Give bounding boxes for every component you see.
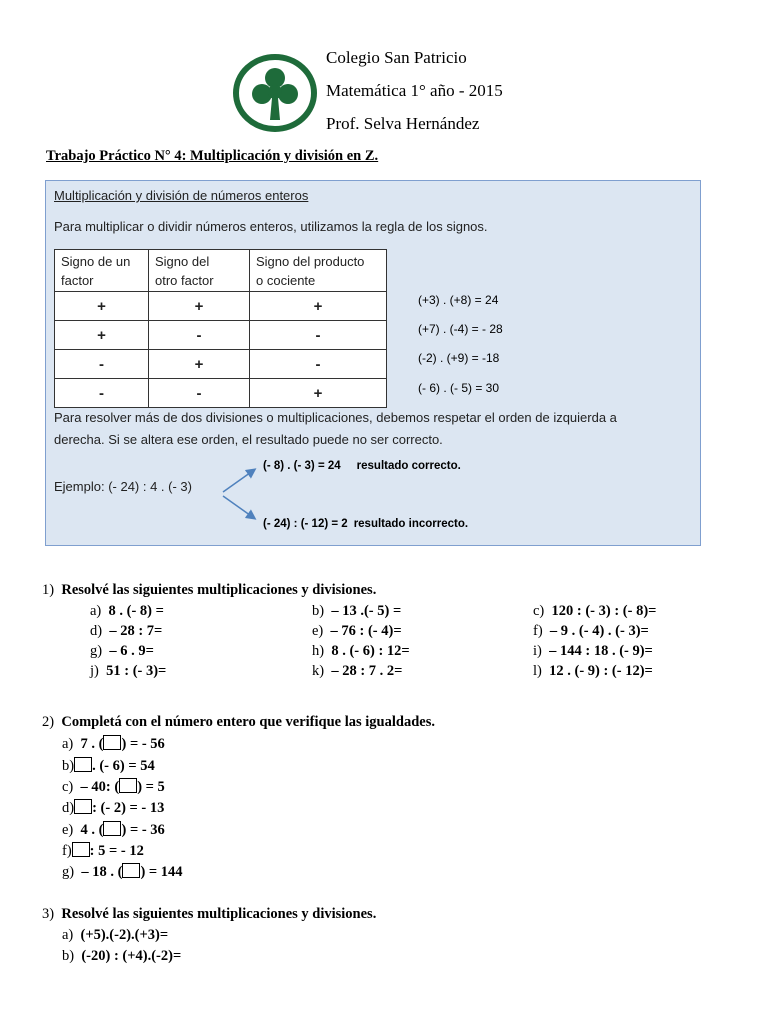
example-4: (- 6) . (- 5) = 30	[418, 381, 500, 395]
example-3: (-2) . (+9) = -18	[418, 351, 500, 365]
q2-item-f: f) : 5 = - 12	[62, 843, 144, 859]
table-header: Signo del producto o cociente	[250, 250, 387, 292]
q1-item-j: j) 51 : (- 3)=	[90, 663, 167, 679]
answer-blank[interactable]	[119, 778, 137, 793]
answer-blank[interactable]	[72, 842, 90, 857]
q2-item-c: c) – 40: ( ) = 5	[62, 779, 165, 795]
school-name: Colegio San Patricio	[326, 48, 467, 67]
q1-item-f: f) – 9 . (- 4) . (- 3)=	[533, 623, 649, 639]
subject-line: Matemática 1° año - 2015	[326, 81, 503, 100]
incorrect-result: (- 24) : (- 12) = 2 resultado incorrecto.	[263, 518, 469, 530]
worksheet-title: Trabajo Práctico N° 4: Multiplicación y división en Z.	[46, 148, 379, 164]
answer-blank[interactable]	[74, 799, 92, 814]
answer-blank[interactable]	[122, 863, 140, 878]
answer-blank[interactable]	[103, 735, 121, 750]
box-heading: Multiplicación y división de números enteros	[54, 188, 309, 203]
q1-item-e: e) – 76 : (- 4)=	[312, 623, 402, 639]
table-row: + + +	[55, 292, 387, 321]
q1-item-g: g) – 6 . 9=	[90, 643, 154, 659]
order-rule-line2: derecha. Si se altera ese orden, el resultado puede no ser correcto.	[54, 432, 443, 447]
ejemplo-expression: Ejemplo: (- 24) : 4 . (- 3)	[54, 479, 192, 494]
example-2: (+7) . (-4) = - 28	[418, 322, 503, 336]
sign-rules-table	[54, 249, 387, 408]
correct-result: (- 8) . (- 3) = 24 resultado correcto.	[263, 460, 461, 472]
box-intro: Para multiplicar o dividir números enteros, utilizamos la regla de los signos.	[54, 219, 488, 234]
q2-item-e: e) 4 . ( ) = - 36	[62, 822, 165, 838]
answer-blank[interactable]	[74, 757, 92, 772]
order-rule-line1: Para resolver más de dos divisiones o multiplicaciones, debemos respetar el orden de izquierda a	[54, 410, 617, 425]
table-row: - - +	[55, 379, 387, 408]
table-header: Signo del otro factor	[149, 250, 250, 292]
question-3: 3) Resolvé las siguientes multiplicaciones y divisiones.	[42, 906, 377, 922]
q3-item-a: a) (+5).(-2).(+3)=	[62, 927, 169, 943]
table-row: - + -	[55, 350, 387, 379]
teacher-name: Prof. Selva Hernández	[326, 114, 480, 133]
q1-item-a: a) 8 . (- 8) =	[90, 603, 164, 619]
q1-item-c: c) 120 : (- 3) : (- 8)=	[533, 603, 657, 619]
q1-item-b: b) – 13 .(- 5) =	[312, 603, 402, 619]
q1-item-l: l) 12 . (- 9) : (- 12)=	[533, 663, 653, 679]
q1-item-i: i) – 144 : 18 . (- 9)=	[533, 643, 653, 659]
table-row: + - -	[55, 321, 387, 350]
question-2: 2) Completá con el número entero que verifique las igualdades.	[42, 714, 435, 730]
q1-item-k: k) – 28 : 7 . 2=	[312, 663, 403, 679]
branch-arrows	[218, 462, 268, 524]
q2-item-a: a) 7 . ( ) = - 56	[62, 736, 165, 752]
q2-item-d: d) : (- 2) = - 13	[62, 800, 165, 816]
q1-item-h: h) 8 . (- 6) : 12=	[312, 643, 410, 659]
q2-item-b: b) . (- 6) = 54	[62, 758, 155, 774]
table-header: Signo de un factor	[55, 250, 149, 292]
q2-item-g: g) – 18 . ( ) = 144	[62, 864, 183, 880]
example-1: (+3) . (+8) = 24	[418, 293, 499, 307]
q1-item-d: d) – 28 : 7=	[90, 623, 163, 639]
q3-item-b: b) (-20) : (+4).(-2)=	[62, 948, 182, 964]
question-1: 1) Resolvé las siguientes multiplicaciones y divisiones.	[42, 582, 377, 598]
answer-blank[interactable]	[103, 821, 121, 836]
school-logo	[233, 54, 317, 132]
